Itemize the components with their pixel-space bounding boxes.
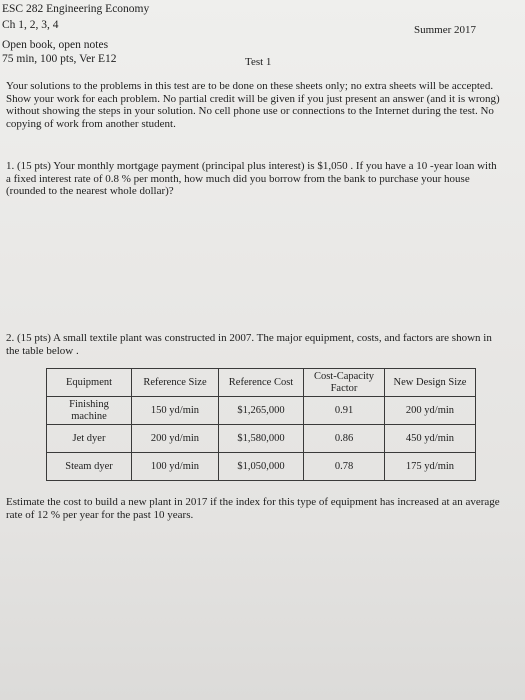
test-title: Test 1 [245,56,272,68]
term-label: Summer 2017 [414,24,477,36]
table-cell: 0.91 [304,397,385,425]
table-header-row [47,369,476,397]
problem-1: 1. (15 pts) Your monthly mortgage payment (principal plus interest) is $1,050 . If you have a 10 -year loan with a fixed interest rate of 0.8 % per month, how much did you borrow from the bank to purchase your house (rounded to the nearest whole dollar)? [6,160,497,197]
table-cell: $1,265,000 [219,397,304,425]
table-cell: 150 yd/min [132,397,219,425]
problem-2: 2. (15 pts) A small textile plant was constructed in 2007. The major equipment, costs, and factors are shown in the table below . [6,332,492,357]
equipment-table [46,368,476,481]
table-row [47,425,476,453]
table-cell: 0.78 [304,453,385,481]
table-cell: 0.86 [304,425,385,453]
table-cell: Finishing machine [47,397,132,425]
course-title: ESC 282 Engineering Economy [2,3,150,15]
col-header: Cost-Capacity Factor [304,369,385,397]
table-cell: $1,050,000 [219,453,304,481]
table-cell: 100 yd/min [132,453,219,481]
col-header: Reference Cost [219,369,304,397]
col-header: New Design Size [385,369,476,397]
book-line: Open book, open notes [2,39,109,51]
chapters-line: Ch 1, 2, 3, 4 [2,19,59,31]
table-cell: Jet dyer [47,425,132,453]
table-row [47,453,476,481]
table-cell: $1,580,000 [219,425,304,453]
table-row [47,397,476,425]
duration-line: 75 min, 100 pts, Ver E12 [2,53,117,65]
col-header: Reference Size [132,369,219,397]
table-cell: 200 yd/min [132,425,219,453]
instructions: Your solutions to the problems in this test are to be done on these sheets only; no extra sheets will be accepted. Show your work for each problem. No partial credit will be given if you just present an answer (and it is wrong) without showing the steps in your solution. No cell phone use or connections to the Internet during the test. No copying of work from another student. [6,80,500,130]
table-cell: 200 yd/min [385,397,476,425]
col-header: Equipment [47,369,132,397]
estimate-question: Estimate the cost to build a new plant in 2017 if the index for this type of equipment has increased at an average rate of 12 % per year for the past 10 years. [6,496,500,521]
table-cell: 450 yd/min [385,425,476,453]
table-cell: 175 yd/min [385,453,476,481]
table-cell: Steam dyer [47,453,132,481]
